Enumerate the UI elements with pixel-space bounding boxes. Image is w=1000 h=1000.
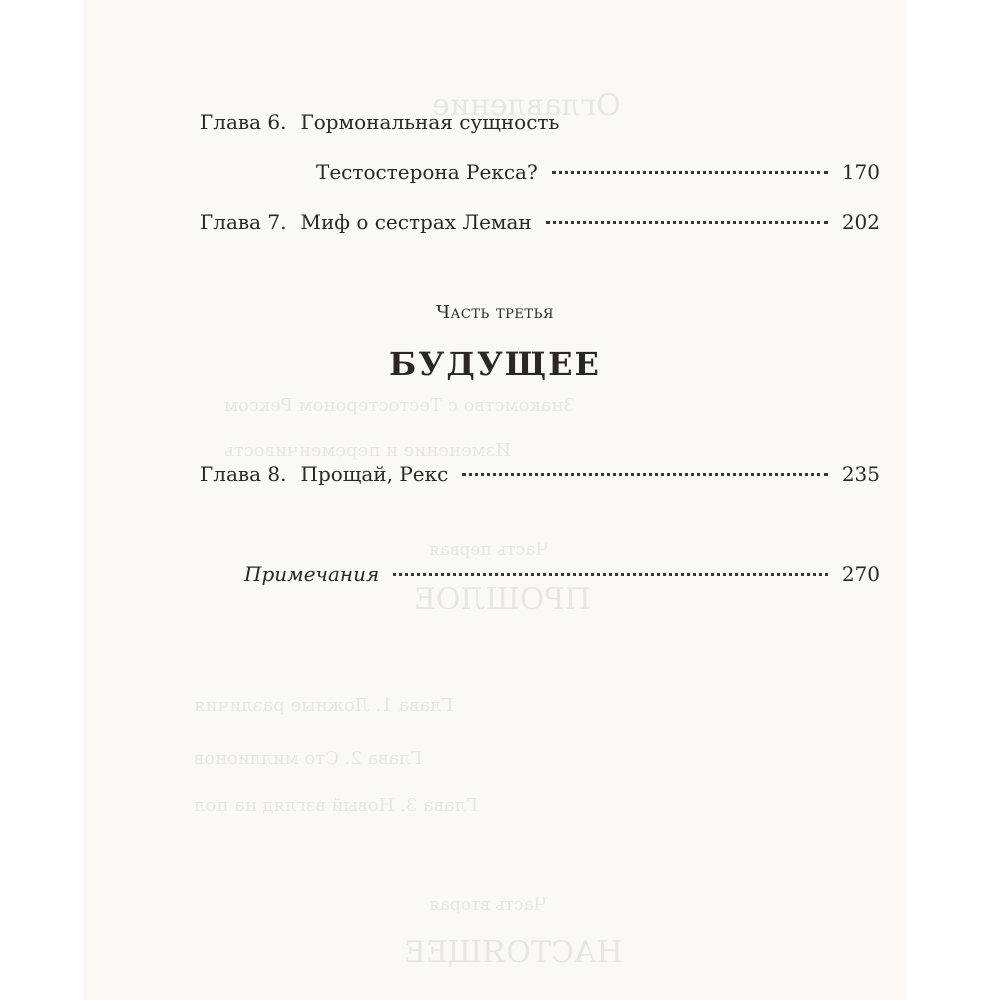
- ghost-intro-subheading: Изменение и переменчивость: [224, 440, 512, 461]
- dot-leader: [393, 573, 828, 576]
- chapter-7-title: Миф о сестрах Леман: [300, 210, 532, 234]
- notes-page: 270: [841, 562, 880, 586]
- ghost-contents-heading: Оглавление: [432, 88, 621, 123]
- ghost-ch1: Глава 1. Ложные различия: [194, 695, 454, 716]
- book-page: [84, 0, 906, 1000]
- ghost-part2-title: НАСТОЯЩЕЕ: [404, 935, 623, 970]
- chapter-7-page: 202: [841, 210, 880, 234]
- toc-entry-chapter-6-line1: [200, 110, 880, 134]
- part-3-title: БУДУЩЕЕ: [389, 345, 601, 383]
- ghost-intro-heading: Знакомство с Тестостероном Рексом: [224, 395, 575, 416]
- chapter-8-page: 235: [841, 462, 880, 486]
- ghost-part1-label: Часть первая: [429, 540, 549, 560]
- notes-title: Примечания: [244, 562, 380, 586]
- chapter-6-title-line2: Тестостерона Рекса?: [316, 160, 538, 184]
- chapter-8-label: Глава 8.: [200, 462, 287, 486]
- chapter-8-title: Прощай, Рекс: [300, 462, 449, 486]
- ghost-ch2: Глава 2. Сто миллионов: [194, 748, 423, 769]
- chapter-6-page: 170: [841, 160, 880, 184]
- ghost-ch3: Глава 3. Новый взгляд на пол: [194, 795, 478, 816]
- dot-leader: [546, 221, 828, 224]
- chapter-7-label: Глава 7.: [200, 210, 287, 234]
- toc-entry-notes: [244, 562, 880, 586]
- ghost-part1-title: ПРОШЛОЕ: [414, 582, 591, 617]
- part-3-label: Часть третья: [436, 302, 554, 323]
- toc-entry-chapter-7: [200, 210, 880, 234]
- chapter-6-label: Глава 6.: [200, 110, 287, 134]
- ghost-part2-label: Часть вторая: [429, 895, 547, 915]
- dot-leader: [552, 171, 828, 174]
- toc-entry-chapter-6-line2: [316, 160, 880, 184]
- dot-leader: [462, 473, 827, 476]
- chapter-6-title-line1: Гормональная сущность: [300, 110, 560, 134]
- toc-entry-chapter-8: [200, 462, 880, 486]
